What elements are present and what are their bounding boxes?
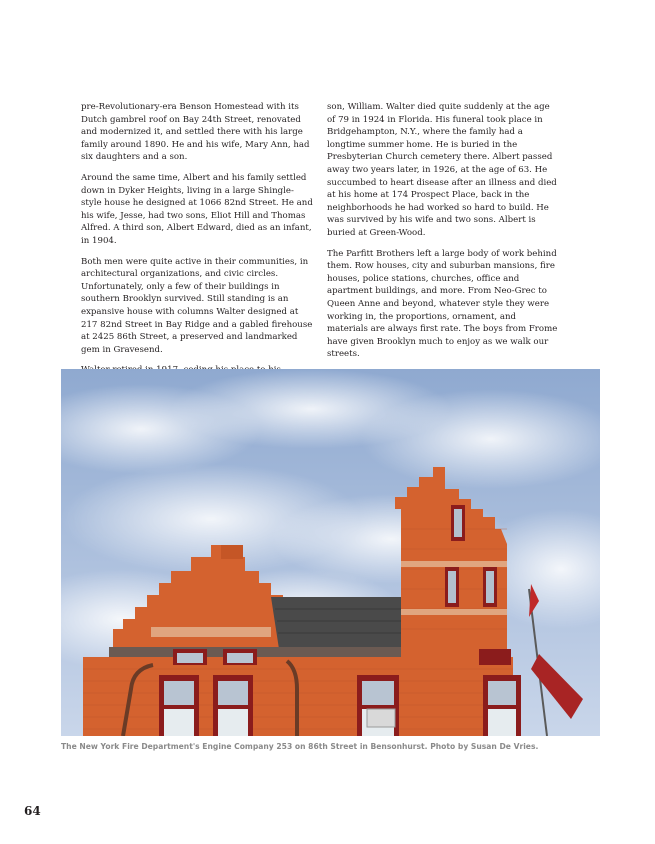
right-text-column bbox=[327, 101, 559, 369]
firehouse-photo bbox=[61, 369, 600, 736]
paragraph: The Parfitt Brothers left a large body of work behind them. Row houses, city and suburban mansions, fire houses, police stations, churches, office and apartment buildings, and more. From Neo-Grec to Queen Anne and beyond, whatever style they were working in, the proportions, ornament, and materials are always first rate. The boys from Frome have given Brooklyn much to enjoy as we walk our streets. bbox=[327, 248, 558, 360]
page-number: 64 bbox=[24, 804, 41, 818]
paragraph: son, William. Walter died quite suddenly at the age of 79 in 1924 in Florida. His funeral took place in Bridgehampton, N.Y., where the family had a longtime summer home. He is buried in the Presbyterian Church cemetery there. Albert passed away two years later, in 1926, at the age of 63. He succumbed to heart disease after an illness and died at his home at 174 Prospect Place, back in the neighborhoods he had worked so hard to build. He was survived by his wife and two sons. Albert is buried at Green-Wood. bbox=[327, 102, 557, 238]
paragraph: Around the same time, Albert and his family settled down in Dyker Heights, living in a large Shingle-style house he designed at 1066 82nd Street. He and his wife, Jesse, had two sons, Eliot Hill and Thomas Alfred. A third son, Albert Edward, died as an infant, in 1904. bbox=[81, 172, 313, 246]
left-text-column bbox=[81, 101, 313, 397]
paragraph: pre-Revolutionary-era Benson Homestead with its Dutch gambrel roof on Bay 24th Street, renovated and modernized it, and settled there with his large family around 1890. He and his wife, Mary Ann, had six daughters and a son. bbox=[81, 102, 310, 163]
photo-caption: The New York Fire Department's Engine Company 253 on 86th Street in Bensonhurst. Photo by Susan De Vries. bbox=[61, 742, 539, 751]
paragraph: Both men were quite active in their communities, in architectural organizations, and civic circles. Unfortunately, only a few of their buildings in southern Brooklyn survived. Still standing is an expansive house with columns Walter designed at 217 82nd Street in Bay Ridge and a gabled firehouse at 2425 86th Street, a preserved and landmarked gem in Gravesend. bbox=[81, 256, 313, 355]
